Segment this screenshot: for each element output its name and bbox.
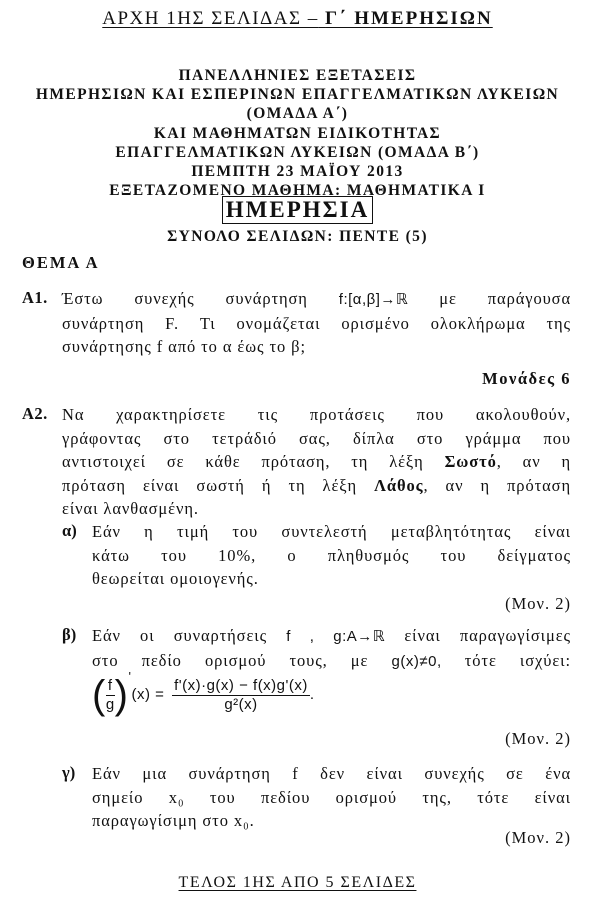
item-a-line-2: κάτω του 10%, ο πληθυσμός του δείγματος bbox=[92, 545, 571, 565]
a1-marks: Μονάδες 6 bbox=[482, 369, 571, 388]
a1-line-2: συνάρτηση F. Τι ονομάζεται ορισμένο ολοκλήρωμα της bbox=[62, 313, 571, 333]
header-bold: Γ΄ ΗΜΕΡΗΣΙΩΝ bbox=[325, 8, 493, 29]
a1-line-1-post: με παράγουσα bbox=[439, 289, 572, 308]
item-b-line-2-pre: στο πεδίο ορισμού τους, με bbox=[92, 650, 369, 670]
a2-line-2: γράφοντας στο τετράδιό σας, δίπλα στο γράμμα που bbox=[62, 428, 571, 448]
item-b-line-1-pre: Εάν οι συναρτήσεις bbox=[92, 626, 268, 645]
title-line-3: (ΟΜΑΔΑ Α΄) bbox=[246, 105, 349, 122]
item-b-text bbox=[92, 624, 571, 673]
boxed-title: ΗΜΕΡΗΣΙΑ bbox=[222, 196, 373, 224]
item-a-marks: (Μον. 2) bbox=[505, 594, 571, 613]
item-a-label: α) bbox=[62, 521, 77, 540]
a2-line-4-bold: Λάθος bbox=[374, 475, 424, 495]
formula-lhs-frac bbox=[106, 677, 115, 714]
title-line-6: ΠΕΜΠΤΗ 23 ΜΑΪΟΥ 2013 bbox=[191, 163, 404, 180]
item-b-marks: (Μον. 2) bbox=[505, 729, 571, 748]
a2-line-5: είναι λανθασμένη. bbox=[62, 499, 199, 518]
formula-period: . bbox=[309, 686, 315, 704]
a1-line-3: συνάρτησης f από το α έως το β; bbox=[62, 337, 306, 356]
boxed-title-wrap bbox=[0, 196, 595, 224]
title-line-4: ΚΑΙ ΜΑΘΗΜΑΤΩΝ ΕΙΔΙΚΟΤΗΤΑΣ bbox=[153, 125, 442, 142]
a2-line-1: Να χαρακτηρίσετε τις προτάσεις που ακολουθούν, bbox=[62, 405, 571, 424]
formula-lhs-num: f bbox=[106, 677, 115, 696]
question-a1-text bbox=[62, 287, 571, 359]
a2-line-3 bbox=[62, 450, 571, 474]
item-c-marks: (Μον. 2) bbox=[505, 828, 571, 847]
item-b-label: β) bbox=[62, 625, 77, 644]
formula-lhs-den: g bbox=[105, 695, 115, 713]
a2-line-4-post: , αν η πρόταση bbox=[423, 475, 571, 495]
item-b-formula bbox=[92, 668, 315, 718]
item-c-line-1: Εάν μια συνάρτηση f δεν είναι συνεχής σε ένα bbox=[92, 764, 571, 783]
formula-right-paren: ) bbox=[114, 673, 129, 718]
question-a2-text bbox=[62, 403, 571, 521]
a2-line-3-bold: Σωστό bbox=[444, 452, 497, 471]
formula-left-paren: ( bbox=[92, 673, 106, 718]
item-b-line-1-post: είναι παραγωγίσιμες bbox=[404, 626, 571, 645]
item-c-text bbox=[92, 762, 571, 833]
question-a2-number: Α2. bbox=[22, 404, 48, 423]
item-b-math-1: f , g:A→ℝ bbox=[286, 628, 386, 645]
question-a1-number: Α1. bbox=[22, 288, 48, 307]
a2-line-3-pre: αντιστοιχεί σε κάθε πρόταση, τη λέξη bbox=[62, 452, 424, 471]
section-title: ΘΕΜΑ Α bbox=[22, 253, 100, 272]
a2-line-4 bbox=[62, 474, 571, 498]
item-b-math-2: g(x)≠0, bbox=[391, 652, 442, 670]
item-b-line-2-post: τότε ισχύει: bbox=[464, 650, 571, 670]
page-footer: ΤΕΛΟΣ 1ΗΣ ΑΠΟ 5 ΣΕΛΙΔΕΣ bbox=[178, 874, 417, 891]
item-c-line-2: σημείο x₀ του πεδίου ορισμού της, τότε είναι bbox=[92, 787, 571, 807]
total-pages: ΣΥΝΟΛΟ ΣΕΛΙΔΩΝ: ΠΕΝΤΕ (5) bbox=[167, 228, 428, 245]
title-line-5: ΕΠΑΓΓΕΛΜΑΤΙΚΩΝ ΛΥΚΕΙΩΝ (ΟΜΑΔΑ Β΄) bbox=[115, 144, 480, 161]
title-line-1: ΠΑΝΕΛΛΗΝΙΕΣ ΕΞΕΤΑΣΕΙΣ bbox=[178, 67, 417, 84]
item-b-line-1 bbox=[92, 624, 571, 649]
item-a-text bbox=[92, 520, 571, 591]
formula-prime: ' bbox=[128, 669, 132, 684]
header-prefix: ΑΡΧΗ 1ΗΣ ΣΕΛΙΔΑΣ – bbox=[102, 8, 319, 29]
item-a-line-3: θεωρείται ομοιογενής. bbox=[92, 569, 259, 588]
a2-line-4-pre: πρόταση είναι σωστή ή τη λέξη bbox=[62, 475, 358, 495]
page-header bbox=[0, 8, 595, 30]
formula-lhs-tail: (x) = bbox=[131, 686, 165, 704]
formula-den: g²(x) bbox=[224, 695, 258, 713]
formula-num: f'(x)·g(x) − f(x)g'(x) bbox=[174, 676, 308, 694]
title-line-7: ΕΞΕΤΑΖΟΜΕΝΟ ΜΑΘΗΜΑ: ΜΑΘΗΜΑΤΙΚΑ Ι bbox=[109, 182, 486, 199]
a1-line-1-pre: Έστω συνεχής συνάρτηση bbox=[62, 289, 308, 308]
a1-line-1 bbox=[62, 287, 571, 312]
formula-rhs-frac bbox=[172, 677, 310, 714]
item-c-line-3: παραγωγίσιμη στο x₀. bbox=[92, 811, 255, 830]
item-c-label: γ) bbox=[62, 763, 76, 782]
a1-math: f:[α,β]→ℝ bbox=[338, 291, 409, 308]
title-line-2: ΗΜΕΡΗΣΙΩΝ ΚΑΙ ΕΣΠΕΡΙΝΩΝ ΕΠΑΓΓΕΛΜΑΤΙΚΩΝ ΛΥΚΕΙΩΝ bbox=[35, 86, 560, 103]
a2-line-3-post: , αν η bbox=[496, 452, 571, 471]
item-a-line-1: Εάν η τιμή του συντελεστή μεταβλητότητας είναι bbox=[92, 522, 571, 541]
